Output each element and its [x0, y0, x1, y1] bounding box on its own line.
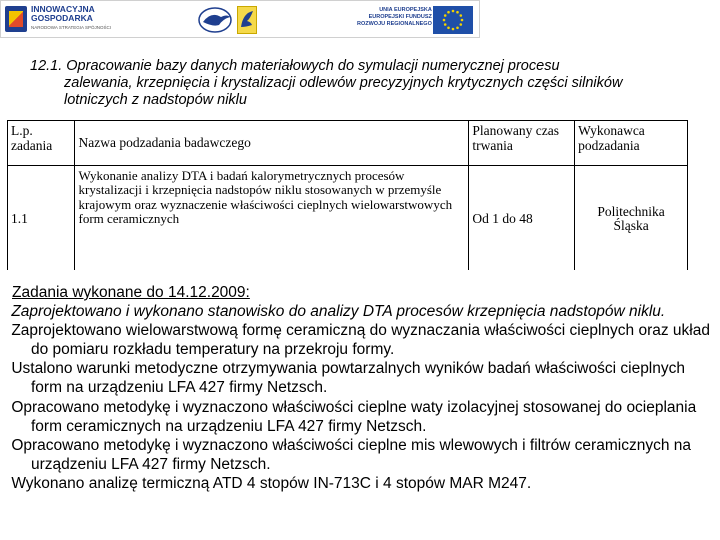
- list-item: [7, 321, 720, 359]
- title-line1: 12.1. Opracowanie bazy danych materiałowych do symulacji numerycznej procesu: [30, 58, 560, 74]
- section-title: [30, 58, 690, 109]
- subtask-table: [7, 120, 688, 270]
- list-item: [7, 474, 720, 493]
- eu-line1: UNIA EUROPEJSKA: [379, 7, 432, 13]
- completed-tasks-heading: Zadania wykonane do 14.12.2009:: [12, 284, 250, 301]
- item-text: Ustalono warunki metodyczne otrzymywania powtarzalnych wyników badań właściwości cieplnych form na urządzeniu LFA 427 firmy Netzsch.: [11, 360, 685, 397]
- ig-logo-text: [31, 5, 95, 23]
- eu-line2: EUROPEJSKI FUNDUSZ: [368, 14, 432, 20]
- institute-emblem-icon: [237, 6, 257, 34]
- table-row: [8, 166, 688, 271]
- item-text: Opracowano metodykę i wyznaczono właściwości cieplne mis wlewowych i filtrów ceramicznych na urządzeniu LFA 427 firmy Netzsch.: [11, 436, 691, 473]
- cell-name: Wykonanie analizy DTA i badań kalorymetrycznych procesów krystalizacji i krzepnięcia nadstopów niklu stosowanych w przemyśle krajowym oraz wyznaczenie właściwości cieplnych wielowarstwowych form ceramicznych: [75, 166, 469, 271]
- list-item: [7, 436, 720, 474]
- ig-logo-line2: GOSPODARKA: [31, 13, 93, 23]
- subtask-table-container: [7, 120, 688, 270]
- item-text: Zaprojektowano wielowarstwową formę ceramiczną do wyznaczania właściwości cieplnych oraz układ do pomiaru rozkładu temperatury na przekroju formy.: [11, 322, 710, 359]
- innowacyjna-gospodarka-logo: [5, 4, 135, 36]
- eu-flag-icon: [433, 6, 473, 34]
- logo-banner: [0, 0, 480, 38]
- header-executor: Wykonawca podzadania: [575, 121, 688, 166]
- title-continuation: zalewania, krzepnięcia i krystalizacji odlewów precyzyjnych krytycznych części silników lotniczych z nadstopów niklu: [64, 75, 623, 108]
- header-duration: Planowany czas trwania: [469, 121, 575, 166]
- eu-fund-text: [357, 7, 432, 28]
- header-name: Nazwa podzadania badawczego: [75, 121, 469, 166]
- item-text: Zaprojektowano i wykonano stanowisko do analizy DTA procesów krzepnięcia nadstopów niklu.: [11, 303, 666, 321]
- completed-tasks: [7, 283, 720, 493]
- bird-emblem-icon: [197, 5, 233, 35]
- cell-lp: 1.1: [8, 166, 75, 271]
- item-text: Wykonano analizę termiczną ATD 4 stopów IN-713C i 4 stopów MAR M247.: [11, 474, 532, 492]
- list-item: [7, 398, 720, 436]
- ig-logo-subtitle: NARODOWA STRATEGIA SPÓJNOŚCI: [31, 25, 112, 30]
- cell-duration: Od 1 do 48: [469, 166, 575, 271]
- table-header-row: [8, 121, 688, 166]
- list-item: [7, 302, 720, 321]
- list-item: [7, 359, 720, 397]
- item-text: Opracowano metodykę i wyznaczono właściwości cieplne waty izolacyjnej stosowanej do ocieplania form ceramicznych na urządzeniu LFA 427 firmy Netzsch.: [11, 398, 697, 435]
- header-lp: L.p. zadania: [8, 121, 75, 166]
- eu-line3: ROZWOJU REGIONALNEGO: [357, 21, 432, 27]
- ig-logo-icon: [5, 6, 27, 32]
- ig-logo-line1: INNOWACYJNA: [31, 4, 95, 14]
- cell-executor: Politechnika Śląska: [575, 166, 688, 271]
